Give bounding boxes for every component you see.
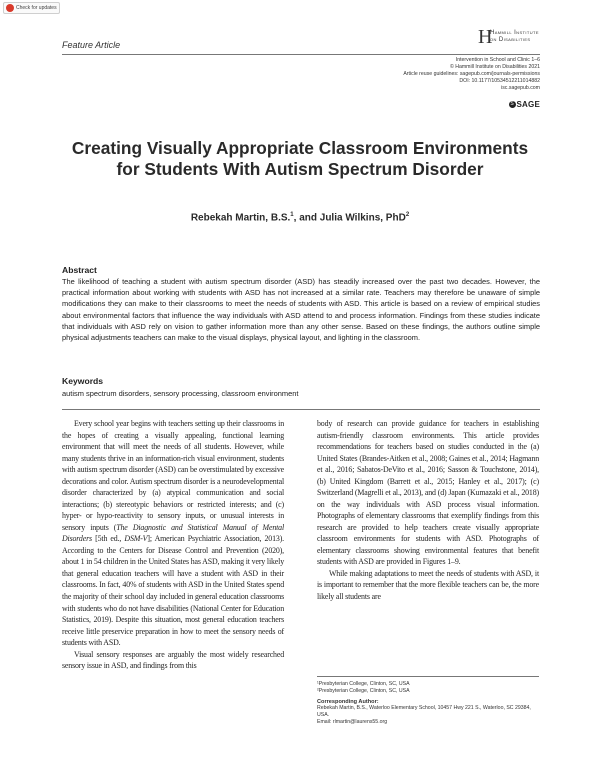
- reuse-guidelines-link[interactable]: Article reuse guidelines: sagepub.com/journals-permissions: [403, 70, 540, 77]
- author-1-affiliation: 1: [290, 212, 294, 218]
- feature-article-label: Feature Article: [62, 40, 121, 50]
- corresponding-author-address: Rebekah Martin, B.S., Waterloo Elementary School, 10457 Hwy 221 S., Waterloo, SC 29384, USA.: [317, 705, 531, 719]
- author-2: Julia Wilkins, PhD: [319, 212, 406, 224]
- hammill-logo-line2: on Disabilities: [490, 37, 531, 43]
- title-line-1: Creating Visually Appropriate Classroom Environments: [71, 138, 529, 158]
- sage-wordmark: SAGE: [516, 100, 540, 109]
- affiliation-2: ²Presbyterian College, Clinton, SC, USA: [317, 687, 410, 694]
- journal-meta: [403, 57, 540, 92]
- doi-link[interactable]: DOI: 10.1177/10534512211014882: [459, 77, 540, 84]
- body-paragraph-4: While making adaptations to meet the needs of students with ASD, it is important to remember that the more flexible teachers can be, the more likely all students are: [317, 568, 539, 601]
- author-separator: , and: [293, 212, 320, 224]
- author-2-affiliation: 2: [405, 212, 410, 218]
- footnote-divider: [317, 676, 539, 677]
- body-left-column: [62, 418, 284, 672]
- footnotes: [317, 681, 539, 726]
- abstract-heading: Abstract: [62, 265, 97, 275]
- journal-citation: Intervention in School and Clinic 1–6: [455, 57, 540, 63]
- sage-logo: [509, 100, 540, 109]
- crossmark-icon: [6, 4, 14, 12]
- body-paragraph-2: Visual sensory responses are arguably the most widely researched sensory issue in ASD, and findings from this: [62, 649, 284, 671]
- keywords-heading: Keywords: [62, 376, 104, 386]
- header-divider: [62, 54, 540, 55]
- copyright-line: © Hammill Institute on Disabilities 2021: [449, 63, 540, 70]
- corresponding-author-email[interactable]: Email: rlmartin@laurens55.org: [317, 718, 388, 725]
- abstract-text: The likelihood of teaching a student with autism spectrum disorder (ASD) has steadily increased over the past two decades. However, the practical information about working with students with ASD has not increased at a similar rate. Teachers may therefore be unaware of simple modifications they can make to their classrooms to meet the needs of students with ASD. This article is based on a review of empirical studies about environmental factors that influence the way individuals with ASD attend to and process information. Findings from these studies indicate that individuals with ASD rely on vision to gather information more than any other sense. Based on these findings, the authors outline simple physical adjustments teachers can make to the visual displays, physical layout, and lighting in the classroom.: [62, 277, 540, 343]
- corresponding-author-heading: Corresponding Author:: [317, 698, 379, 705]
- hammill-logo-line1: Hammill Institute: [490, 30, 539, 36]
- badge-label: Check for updates: [16, 5, 57, 11]
- check-for-updates-badge[interactable]: [3, 2, 60, 14]
- body-paragraph-1: Every school year begins with teachers setting up their classrooms in the hopes of creating a visually appealing, functional learning environment that will meet the needs of all students. However, while many students thrive in an information-rich visual environment, students with autism spectrum disorder (ASD) can be overstimulated by excessive decorations and color. Autism spectrum disorder is a neurodevelopmental disorder characterized by (a) atypical communication and social interactions; (b) stereotypic behaviors or restricted interests; and (c) hyper- or hypo-reactivity to sensory inputs, or unusual interests in sensory inputs (The Diagnostic and Statistical Manual of Mental Disorders [5th ed., DSM-V]; American Psychiatric Association, 2013). According to the Centers for Disease Control and Prevention (2020), about 1 in 54 children in the United States has ASD, making it very likely that general education teachers will have a student with ASD in their classrooms. In fact, 40% of students with ASD in the United States spend the majority of their school day included in general education classrooms with students who do not have disabilities (National Center for Education Statistics, 2019). Despite this situation, most general education teachers receive little preservice preparation in how to meet the sensory needs of students with ASD.: [62, 419, 285, 648]
- hammill-logo-mark: H: [478, 26, 493, 48]
- article-title: [40, 138, 560, 180]
- author-list: [40, 212, 560, 223]
- sage-circle-icon: S: [510, 101, 514, 107]
- body-paragraph-3: body of research can provide guidance for teachers in establishing autism-friendly classroom environments. This article provides recommendations for teachers based on studies conducted in the (a) United States (Brandes-Aitken et al., 2008; Gaines et al., 2014; Hagmann et al., 2016; Sabatos-DeVito et al., 2016; Sasson & Touchstone, 2014), (b) United Kingdom (Barrett et al., 2015; Hanley et al., 2017); (c) Switzerland (Magrelli et al., 2013), and (d) Japan (Kumazaki et al., 2018) on the way individuals with ASD process visual information. Photographs of elementary classrooms that exemplify findings from this research are provided to help teachers create visually appropriate classroom environments for students with ASD. Photographs of elementary classrooms showing environmental features that benefit students with ASD are provided in Figures 1–9.: [317, 419, 539, 567]
- journal-site-link[interactable]: isc.sagepub.com: [501, 84, 540, 91]
- hammill-institute-logo: [478, 27, 542, 47]
- keywords-text: autism spectrum disorders, sensory processing, classroom environment: [62, 389, 299, 398]
- title-line-2: for Students With Autism Spectrum Disorder: [116, 159, 484, 179]
- body-right-column: [317, 418, 539, 603]
- author-1: Rebekah Martin, B.S.: [190, 212, 291, 224]
- abstract-divider: [62, 409, 540, 410]
- affiliation-1: ¹Presbyterian College, Clinton, SC, USA: [317, 681, 410, 687]
